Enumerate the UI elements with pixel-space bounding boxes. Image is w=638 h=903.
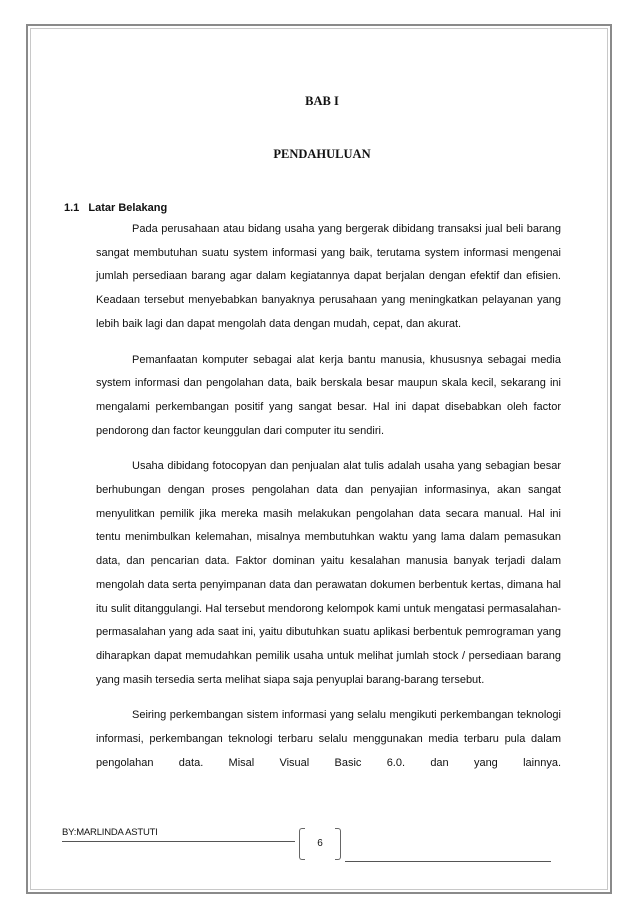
chapter-number: BAB I (305, 94, 339, 108)
section-title: Latar Belakang (88, 202, 168, 214)
paragraph-4: Seiring perkembangan sistem informasi yang selalu mengikuti perkembangan teknologi informasi, perkembangan teknologi terbaru selalu menggunakan media terbaru pula dalam pengolahan data. Misal Visual Basic 6.0. dan yang lainnya. (96, 709, 561, 769)
footer-author: BY:MARLINDA ASTUTI (62, 827, 158, 838)
section-number: 1.1 (64, 202, 80, 214)
right-bracket-icon (335, 828, 341, 860)
paragraph-1: Pada perusahaan atau bidang usaha yang bergerak dibidang transaksi jual beli barang sangat membutuhan suatu system informasi yang baik, terutama system informasi mengenai jumlah persediaan barang agar dalam kegiatannya dapat berjalan dengan efektif dan efisien. Keadaan tersebut menyebabkan banyaknya perusahaan yang meningkatkan pelayanan yang lebih baik lagi dan dapat mengolah data dengan mudah, cepat, dan akurat. (96, 223, 561, 330)
page-number-box (299, 828, 341, 862)
paragraph-2: Pemanfaatan komputer sebagai alat kerja bantu manusia, khususnya sebagai media system informasi dan pengolahan data, baik berskala besar maupun skala kecil, sekarang ini mengalami perkembangan positif yang sangat besar. Hal ini dapat disebabkan oleh factor pendorong dan factor keunggulan dari computer itu sendiri. (96, 353, 561, 437)
footer-rule-left (62, 841, 295, 842)
paragraph-3: Usaha dibidang fotocopyan dan penjualan alat tulis adalah usaha yang sebagian besar berhubungan dengan proses pengolahan data dan penyajian informasinya, akan sangat menyulitkan pemilik jika mereka masih melakukan pengolahan data secara manual. Hal ini tentu menimbulkan kelemahan, misalnya membutuhkan waktu yang lama dalam pemasukan data, dan pencarian data. Faktor dominan yaitu kesalahan manusia banyak terjadi dalam mengolah data serta penyimpanan data dan perawatan dokumen berbentuk kertas, dimana hal itu sulit ditanggulangi. Hal tersebut mendorong kelompok kami untuk mengatasi permasalahan-permasalahan yang ada saat ini, yaitu dibutuhkan suatu aplikasi berbentuk pemrograman yang diharapkan dapat memudahkan pemilik usaha untuk melihat jumlah stock / persediaan barang yang masih tersedia serta melihat siapa saja penyuplai barang-barang tersebut. (96, 460, 561, 686)
section-heading (64, 202, 167, 214)
page-number: 6 (317, 838, 323, 849)
body-text (96, 218, 561, 775)
chapter-title: PENDAHULUAN (273, 147, 371, 161)
footer-rule-right (345, 861, 551, 862)
